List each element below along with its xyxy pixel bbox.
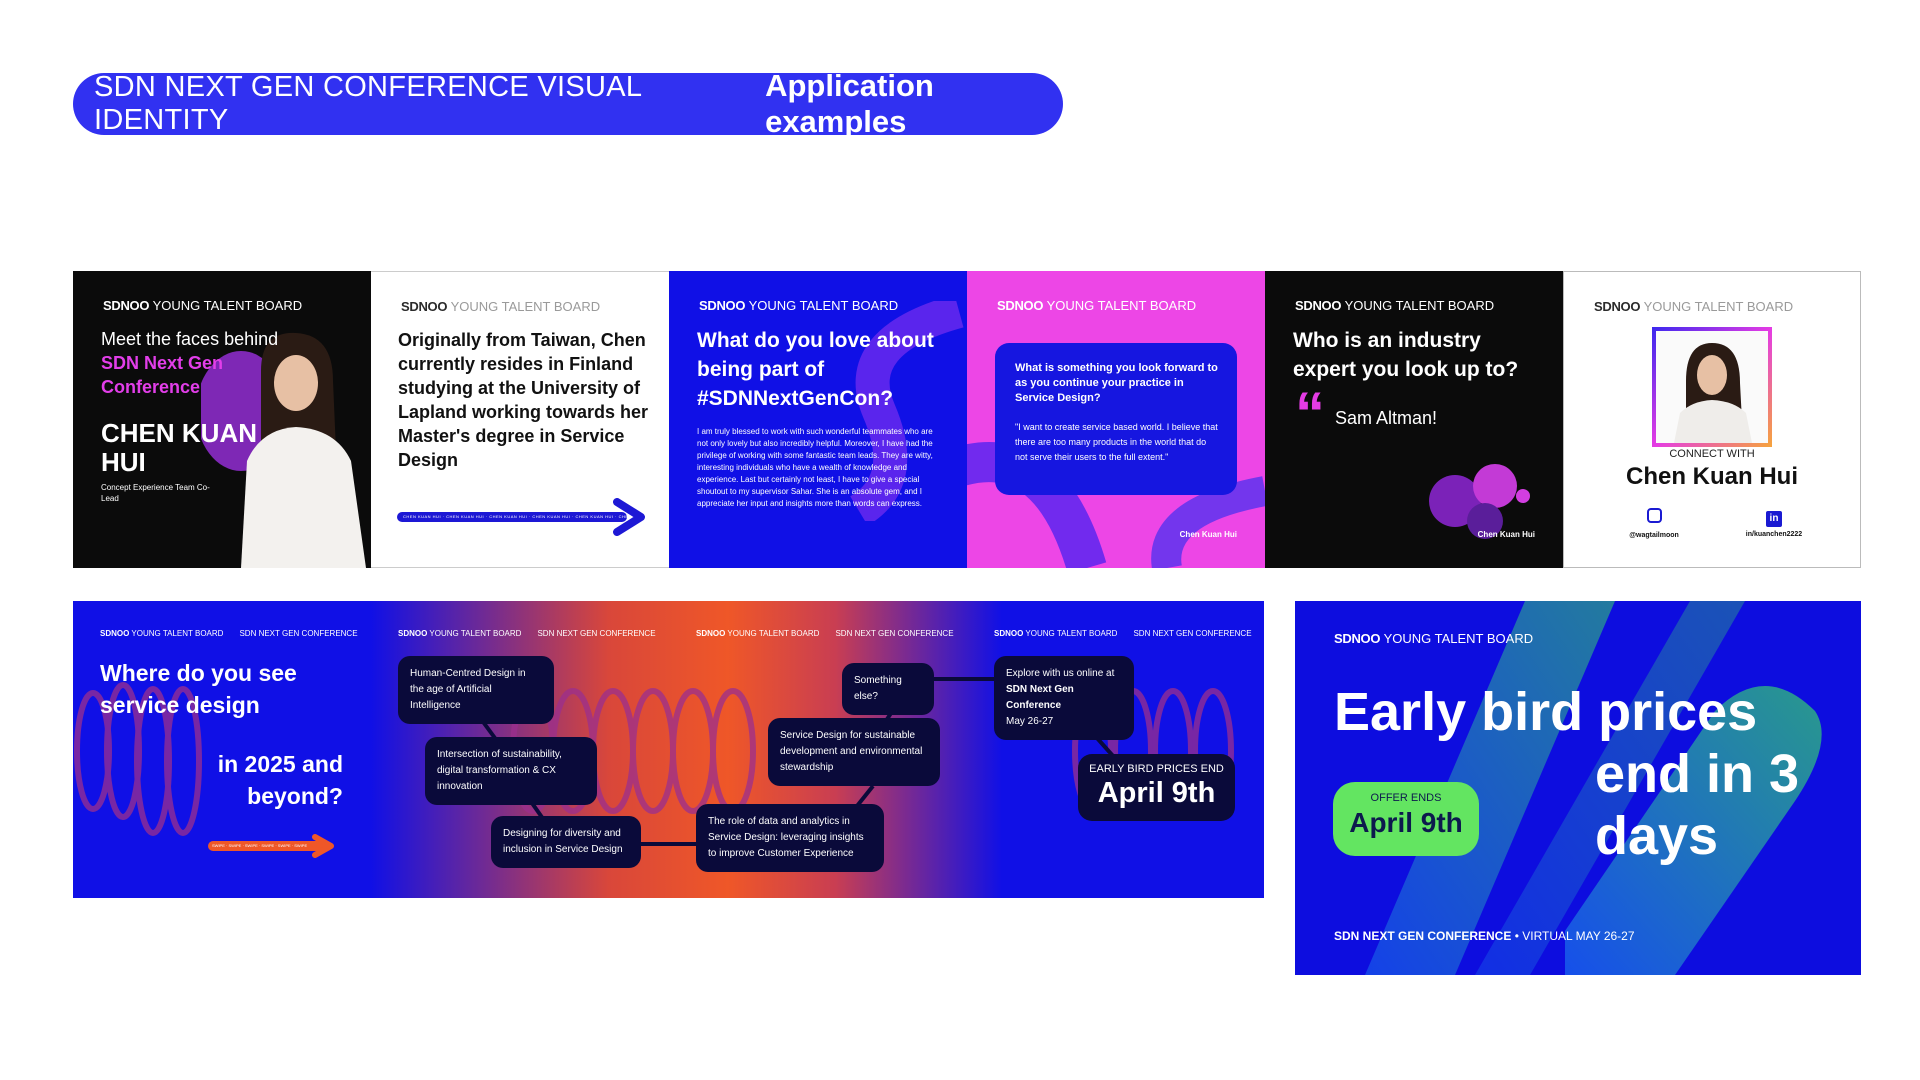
banner-question-top: Where do you see service design <box>100 660 297 718</box>
brand-lockup: SDNOO YOUNG TALENT BOARD <box>1334 631 1534 646</box>
early-bird-card: EARLY BIRD PRICES END April 9th <box>1078 754 1235 821</box>
swipe-indicator[interactable]: SWIPE · SWIPE · SWIPE · SWIPE · SWIPE · SWIPE <box>208 841 328 851</box>
brand-lockup: SDNOO YOUNG TALENT BOARD SDN NEXT GEN CONFERENCE <box>696 629 954 638</box>
panel-connect <box>1563 271 1861 568</box>
panel5-answer: Sam Altman! <box>1335 408 1438 428</box>
panel5-signature: Chen Kuan Hui <box>1477 530 1535 539</box>
ad-headline-2: end in 3 days <box>1595 744 1800 866</box>
panel1-intro: Meet the faces behind SDN Next Gen Conference <box>101 329 279 397</box>
topic-node: Service Design for sustainable development and environmental stewardship <box>768 718 940 786</box>
name-ticker: CHEN KUAN HUI · CHEN KUAN HUI · CHEN KUAN HUI · CHEN KUAN HUI · CHEN KUAN HUI · CHEN KUAN HUI <box>397 512 627 522</box>
carousel-banner <box>73 601 1264 898</box>
panel1-name: CHEN KUAN HUI <box>101 418 257 477</box>
panel-question-forward <box>967 271 1265 568</box>
header-title: SDN NEXT GEN CONFERENCE VISUAL IDENTITY <box>94 71 642 136</box>
panel1-role: Concept Experience Team Co-Lead <box>101 483 210 503</box>
banner-question-bottom: in 2025 and beyond? <box>217 751 343 809</box>
arrow-right-icon <box>611 498 647 536</box>
topic-node: Intersection of sustainability, digital transformation & CX innovation <box>425 737 597 805</box>
brand-lockup: SDNOO YOUNG TALENT BOARD <box>1594 299 1794 314</box>
panel6-name: Chen Kuan Hui <box>1626 463 1798 490</box>
topic-node: Human-Centred Design in the age of Artificial Intelligence <box>398 656 554 724</box>
panel-meet-faces <box>73 271 371 568</box>
brand-lockup: SDNOO YOUNG TALENT BOARD <box>401 299 601 314</box>
panel-question-expert <box>1265 271 1563 568</box>
linkedin-icon: in <box>1766 511 1782 527</box>
instagram-link[interactable]: @wagtailmoon <box>1609 508 1699 539</box>
brand-lockup: SDNOO YOUNG TALENT BOARD <box>103 298 303 313</box>
ad-headline-1: Early bird prices <box>1334 682 1758 742</box>
panel-question-love <box>669 271 967 568</box>
topic-node: The role of data and analytics in Service Design: leveraging insights to improve Customer Experience <box>696 804 884 872</box>
quote-icon: “ <box>1295 380 1325 447</box>
offer-badge: OFFER ENDS April 9th <box>1333 782 1479 856</box>
connect-label: CONNECT WITH <box>1669 448 1755 460</box>
brand-lockup: SDNOO YOUNG TALENT BOARD <box>1295 298 1495 313</box>
panel-bio <box>371 271 669 568</box>
question-card <box>995 343 1237 495</box>
instagram-icon <box>1647 508 1662 523</box>
topic-node: Something else? <box>842 663 934 715</box>
panel4-answer: "I want to create service based world. I believe that there are too many products in the world that do not serve their users to the full extent." <box>1015 422 1218 462</box>
panel3-answer: I am truly blessed to work with such wonderful teammates who are not only lovely but also incredibly helpful. Moreover, I have had the privilege of working with some fantastic team leads. They are witty, interesting individuals who have a wealth of knowledge and experience. Last but certainly not least, I have to give a special shoutout to my supervisor Sahar. She is an absolute gem, and I appreciate her input and insights more than words can express. <box>697 427 933 508</box>
avatar <box>1652 327 1772 447</box>
panel3-question: What do you love about being part of #SDNNextGenCon? <box>697 329 934 410</box>
topic-node: Designing for diversity and inclusion in Service Design <box>491 816 641 868</box>
brand-lockup: SDNOO YOUNG TALENT BOARD <box>997 298 1197 313</box>
panel4-question: What is something you look forward to as you continue your practice in Service Design? <box>1015 362 1218 404</box>
panel5-question: Who is an industry expert you look up to? <box>1293 329 1519 381</box>
arrow-right-icon <box>310 834 336 858</box>
explore-node: Explore with us online at SDN Next Gen Conference May 26-27 <box>994 656 1134 740</box>
panel4-signature: Chen Kuan Hui <box>1179 530 1237 539</box>
ad-footer: SDN NEXT GEN CONFERENCE • VIRTUAL MAY 26-27 <box>1334 929 1635 943</box>
brand-lockup: SDNOO YOUNG TALENT BOARD SDN NEXT GEN CONFERENCE <box>398 629 656 638</box>
panel2-body: Originally from Taiwan, Chen currently resides in Finland studying at the University of Lapland working towards her Master's degree in Service Design <box>398 330 649 470</box>
brand-lockup: SDNOO YOUNG TALENT BOARD <box>699 298 899 313</box>
header-subtitle: Application examples <box>765 68 934 139</box>
early-bird-ad <box>1295 601 1861 975</box>
header-pill <box>73 68 1063 139</box>
portrait-illustration <box>1656 331 1768 443</box>
linkedin-link[interactable]: in in/kuanchen2222 <box>1745 513 1803 538</box>
brand-lockup: SDNOO YOUNG TALENT BOARD SDN NEXT GEN CONFERENCE <box>100 629 358 638</box>
brand-lockup: SDNOO YOUNG TALENT BOARD SDN NEXT GEN CONFERENCE <box>994 629 1252 638</box>
